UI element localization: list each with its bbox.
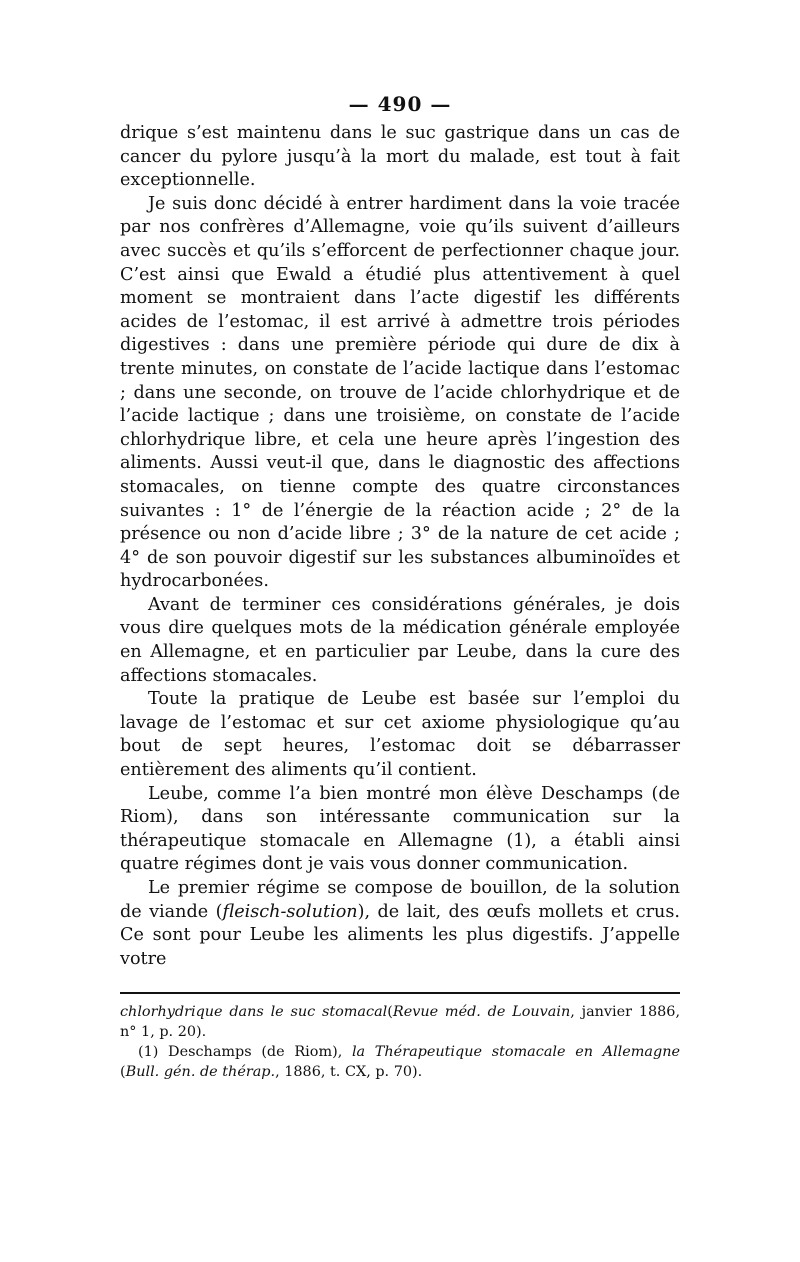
text-run: Je suis donc décidé à entrer hardiment dans la voie tracée par nos confrères d’Allemagne, voie qu’ils suivent d’ailleurs avec succès et qu’ils s’efforcent de perfectionner chaque jour. C’est ainsi que Ewald a étudié plus attentivement à quel moment se montraient dans l’acte digestif les différents acides de l’estomac, il est arrivé à admettre trois périodes digestives : dans une première période qui dure de dix à trente minutes, on constate de l’acide lactique dans l’estomac ; dans une seconde, on trouve de l’acide chlorhydrique et de l’acide lactique ; dans une troisième, on constate de l’acide chlorhydrique libre, et cela une heure après l’ingestion des aliments. Aussi veut-il que, dans le diagnostic des affections stomacales, on tienne compte des quatre circonstances suivantes : 1° de l’énergie de la réaction acide ; 2° de la présence ou non d’acide libre ; 3° de la nature de cet acide ; 4° de son pouvoir digestif sur les substances albuminoïdes et hydrocarbonées. xyxy=(120,193,680,592)
text-run: Avant de terminer ces considérations générales, je dois vous dire quelques mots de la médication générale employée en Allemagne, et en particulier par Leube, dans la cure des affections stomacales. xyxy=(120,594,680,686)
text-run: ), de lait, des œufs mollets et crus. Ce sont pour Leube les aliments les plus digestifs. J’appelle votre xyxy=(120,901,680,969)
italic-text: Revue méd. de Louvain xyxy=(392,1004,571,1020)
footnote xyxy=(120,1042,680,1082)
text-run: ( xyxy=(387,1004,393,1020)
footnotes xyxy=(120,1002,680,1082)
paragraph xyxy=(120,122,680,193)
paragraph xyxy=(120,193,680,594)
page-number: — 490 — xyxy=(348,92,452,116)
text-run: , 1886, t. CX, p. 70). xyxy=(275,1064,423,1080)
italic-text: chlorhydrique dans le suc stomacal xyxy=(120,1004,388,1020)
main-text xyxy=(120,122,680,971)
italic-text: fleisch-solution xyxy=(222,901,358,922)
paragraph xyxy=(120,783,680,877)
italic-text: Bull. gén. de thérap. xyxy=(125,1064,276,1080)
italic-text: la Thérapeutique stomacale en Allemagne xyxy=(351,1044,680,1060)
text-run: , janvier 1886, n° 1, p. 20). xyxy=(120,1004,681,1040)
text-run: Toute la pratique de Leube est basée sur l’emploi du lavage de l’estomac et sur cet axiome physiologique qu’au bout de sept heures, l’estomac doit se débarrasser entièrement des aliments qu’il contient. xyxy=(120,689,680,781)
paragraph xyxy=(120,688,680,782)
text-run: ( xyxy=(120,1064,126,1080)
footnote xyxy=(120,1002,680,1042)
footnote-separator xyxy=(120,992,680,994)
paragraph xyxy=(120,594,680,688)
text-run: Le premier régime se compose de bouillon, de la solution de viande ( xyxy=(120,878,680,922)
paragraph xyxy=(120,877,680,971)
text-run: (1) Deschamps (de Riom), xyxy=(138,1044,352,1060)
text-run: Leube, comme l’a bien montré mon élève Deschamps (de Riom), dans son intéressante communication sur la thérapeutique stomacale en Allemagne (1), a établi ainsi quatre régimes dont je vais vous donner communication. xyxy=(120,783,680,875)
text-run: drique s’est maintenu dans le suc gastrique dans un cas de cancer du pylore jusqu’à la mort du malade, est tout à fait exceptionnelle. xyxy=(120,123,680,191)
